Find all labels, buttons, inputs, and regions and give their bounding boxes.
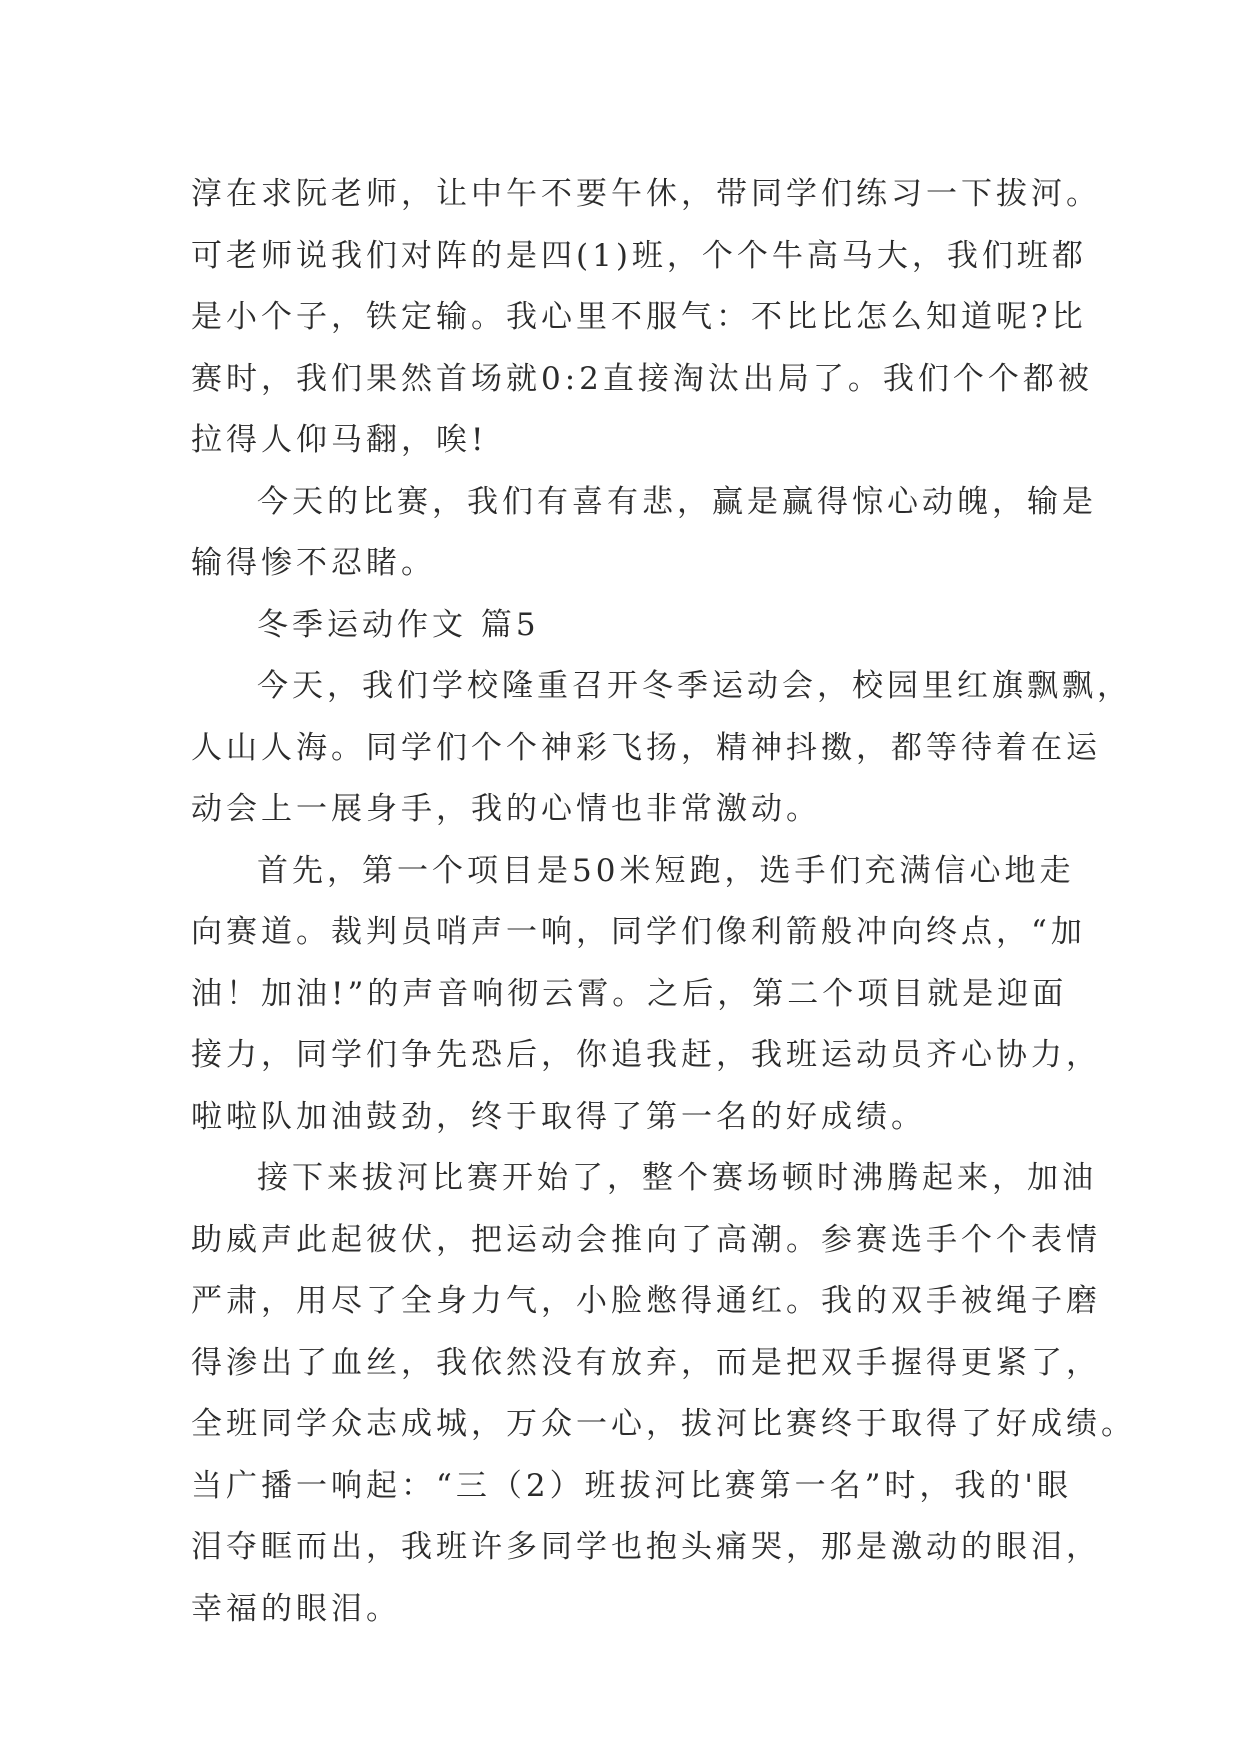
text-line: 今天的比赛，我们有喜有悲，赢是赢得惊心动魄，输是 <box>257 483 1097 520</box>
section-heading <box>191 595 1069 657</box>
text-line: 严肃，用尽了全身力气，小脸憋得通红。我的双手被绳子磨 <box>191 1283 1101 1319</box>
text-line: 啦啦队加油鼓劲，终于取得了第一名的好成绩。 <box>191 1098 926 1135</box>
text-line: 今天，我们学校隆重召开冬季运动会，校园里红旗飘飘， <box>257 668 1132 704</box>
text-line: 淳在求阮老师，让中午不要午休，带同学们练习一下拔河。 <box>191 176 1101 212</box>
text-line: 拉得人仰马翻，唉! <box>191 422 488 458</box>
text-line: 向赛道。裁判员哨声一响，同学们像利箭般冲向终点，“加 <box>191 914 1086 950</box>
text-line: 赛时，我们果然首场就0:2直接淘汰出局了。我们个个都被 <box>191 360 1093 397</box>
text-line: 得渗出了血丝，我依然没有放弃，而是把双手握得更紧了， <box>191 1344 1101 1381</box>
text-line: 动会上一展身手，我的心情也非常激动。 <box>191 791 821 827</box>
text-line: 当广播一响起：“三（2）班拔河比赛第一名”时，我的'眼 <box>191 1467 1072 1504</box>
text-line: 是小个子，铁定输。我心里不服气：不比比怎么知道呢?比 <box>191 299 1087 335</box>
text-line: 泪夺眶而出，我班许多同学也抱头痛哭，那是激动的眼泪， <box>191 1529 1101 1565</box>
text-line: 人山人海。同学们个个神彩飞扬，精神抖擞，都等待着在运 <box>191 729 1101 766</box>
text-line: 接力，同学们争先恐后，你追我赶，我班运动员齐心协力， <box>191 1037 1101 1073</box>
text-line: 输得惨不忍睹。 <box>191 545 436 581</box>
text-line: 助威声此起彼伏，把运动会推向了高潮。参赛选手个个表情 <box>191 1221 1101 1258</box>
text-line: 可老师说我们对阵的是四(1)班，个个牛高马大，我们班都 <box>191 237 1087 274</box>
paragraph-5 <box>191 1148 1136 1640</box>
paragraph-3 <box>191 656 1132 841</box>
text-line: 油！加油!”的声音响彻云霄。之后，第二个项目就是迎面 <box>191 975 1068 1012</box>
paragraph-4 <box>191 841 1101 1149</box>
text-line: 幸福的眼泪。 <box>191 1590 401 1627</box>
document-body <box>191 164 1136 1640</box>
text-line: 首先，第一个项目是50米短跑，选手们充满信心地走 <box>257 852 1075 889</box>
paragraph-1 <box>191 164 1101 472</box>
paragraph-2 <box>191 472 1097 595</box>
text-line: 全班同学众志成城，万众一心，拔河比赛终于取得了好成绩。 <box>191 1406 1136 1442</box>
heading-line: 冬季运动作文 篇5 <box>257 606 540 643</box>
text-line: 接下来拔河比赛开始了，整个赛场顿时沸腾起来，加油 <box>257 1160 1097 1196</box>
